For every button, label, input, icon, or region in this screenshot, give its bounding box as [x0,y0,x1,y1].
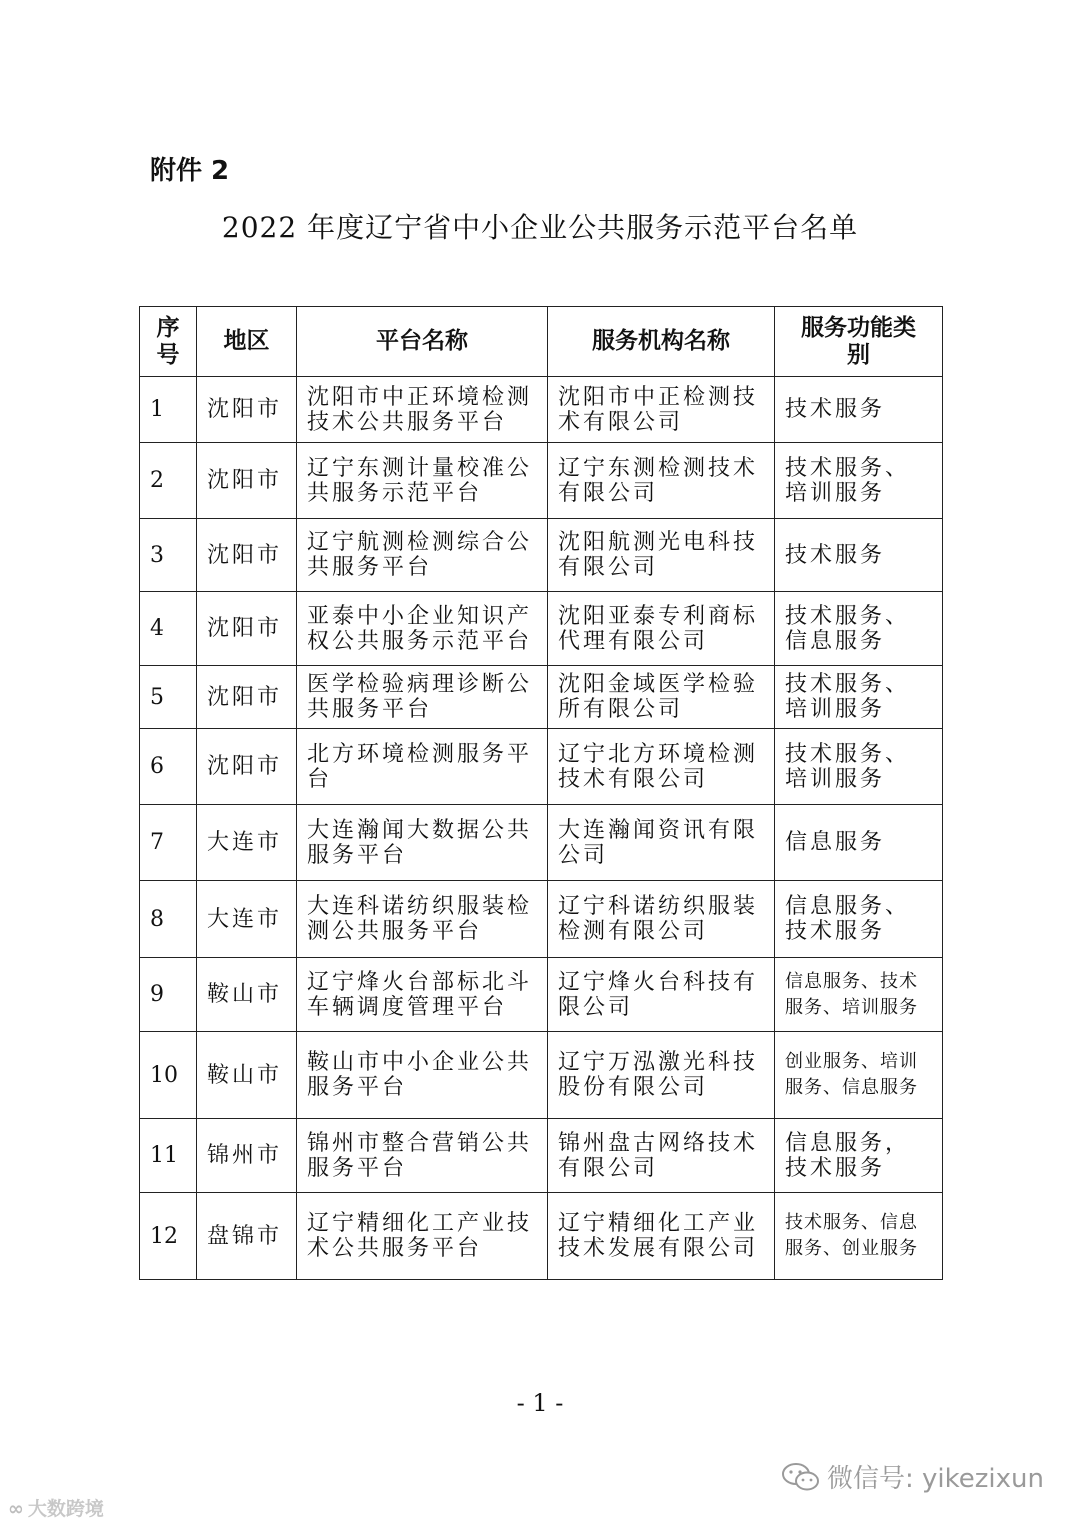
table-row [140,443,943,519]
table-row [140,805,943,881]
cell-region: 沈阳市 [197,443,297,519]
cell-platform: 锦州市整合营销公共服务平台 [297,1119,548,1193]
cell-region: 沈阳市 [197,519,297,592]
cell-region: 沈阳市 [197,666,297,729]
cell-platform: 北方环境检测服务平台 [297,729,548,805]
attachment-label: 附件 2 [150,156,230,186]
cell-region: 盘锦市 [197,1193,297,1280]
header-org-name: 服务机构名称 [548,307,775,377]
cell-platform: 大连瀚闻大数据公共服务平台 [297,805,548,881]
table-row [140,1032,943,1119]
cell-org: 沈阳市中正检测技术有限公司 [548,377,775,443]
cell-org: 辽宁科诺纺织服装检测有限公司 [548,881,775,958]
cell-serial: 1 [140,377,197,443]
cell-org: 大连瀚闻资讯有限公司 [548,805,775,881]
cell-platform: 沈阳市中正环境检测技术公共服务平台 [297,377,548,443]
cell-org: 沈阳金域医学检验所有限公司 [548,666,775,729]
cell-category: 技术服务 [775,519,943,592]
cell-region: 鞍山市 [197,1032,297,1119]
cell-platform: 辽宁东测计量校准公共服务示范平台 [297,443,548,519]
table-row [140,666,943,729]
cell-category: 创业服务、培训服务、信息服务 [775,1032,943,1119]
cell-category: 信息服务、技术服务、培训服务 [775,958,943,1032]
cell-serial: 10 [140,1032,197,1119]
cell-serial: 3 [140,519,197,592]
cell-region: 沈阳市 [197,729,297,805]
watermark-right-text: 微信号: yikezixun [827,1464,1044,1494]
watermark-left [8,1494,104,1521]
cell-region: 鞍山市 [197,958,297,1032]
cell-serial: 6 [140,729,197,805]
cell-category: 信息服务，技术服务 [775,1119,943,1193]
cell-region: 沈阳市 [197,592,297,666]
document-title: 2022 年度辽宁省中小企业公共服务示范平台名单 [221,211,859,244]
table-row [140,592,943,666]
watermark-right [781,1458,1044,1495]
cell-serial: 2 [140,443,197,519]
cell-org: 辽宁北方环境检测技术有限公司 [548,729,775,805]
cell-region: 大连市 [197,805,297,881]
cell-category: 信息服务、技术服务 [775,881,943,958]
watermark-left-text: 大数跨境 [27,1498,104,1520]
table-row [140,881,943,958]
table-row [140,958,943,1032]
table-row [140,729,943,805]
cell-region: 锦州市 [197,1119,297,1193]
table-row [140,377,943,443]
cell-category: 技术服务、信息服务、创业服务 [775,1193,943,1280]
cell-category: 技术服务、培训服务 [775,666,943,729]
wechat-icon [781,1461,821,1493]
cell-platform: 医学检验病理诊断公共服务平台 [297,666,548,729]
cell-serial: 5 [140,666,197,729]
platform-list-table [139,306,943,1280]
table-header-row [140,307,943,377]
cell-region: 大连市 [197,881,297,958]
cell-org: 辽宁精细化工产业技术发展有限公司 [548,1193,775,1280]
cell-serial: 9 [140,958,197,1032]
header-platform-name: 平台名称 [297,307,548,377]
cell-serial: 8 [140,881,197,958]
cell-category: 技术服务、培训服务 [775,443,943,519]
table-row [140,1193,943,1280]
cell-org: 辽宁万泓激光科技股份有限公司 [548,1032,775,1119]
cell-serial: 12 [140,1193,197,1280]
cell-org: 锦州盘古网络技术有限公司 [548,1119,775,1193]
cell-platform: 亚泰中小企业知识产权公共服务示范平台 [297,592,548,666]
cell-serial: 7 [140,805,197,881]
cell-category: 技术服务 [775,377,943,443]
cell-org: 辽宁烽火台科技有限公司 [548,958,775,1032]
table-row [140,519,943,592]
cell-category: 技术服务、信息服务 [775,592,943,666]
header-region: 地区 [197,307,297,377]
cell-category: 信息服务 [775,805,943,881]
cell-platform: 辽宁烽火台部标北斗车辆调度管理平台 [297,958,548,1032]
cell-org: 辽宁东测检测技术有限公司 [548,443,775,519]
cell-region: 沈阳市 [197,377,297,443]
cell-platform: 鞍山市中小企业公共服务平台 [297,1032,548,1119]
cell-platform: 辽宁航测检测综合公共服务平台 [297,519,548,592]
cell-platform: 辽宁精细化工产业技术公共服务平台 [297,1193,548,1280]
table-row [140,1119,943,1193]
cell-org: 沈阳航测光电科技有限公司 [548,519,775,592]
cell-org: 沈阳亚泰专利商标代理有限公司 [548,592,775,666]
header-serial: 序号 [140,307,197,377]
page-number: - 1 - [516,1389,564,1417]
cell-serial: 11 [140,1119,197,1193]
brand-logo-icon: ∞ [8,1498,24,1520]
header-service-category: 服务功能类别 [775,307,943,377]
cell-platform: 大连科诺纺织服装检测公共服务平台 [297,881,548,958]
cell-category: 技术服务、培训服务 [775,729,943,805]
cell-serial: 4 [140,592,197,666]
